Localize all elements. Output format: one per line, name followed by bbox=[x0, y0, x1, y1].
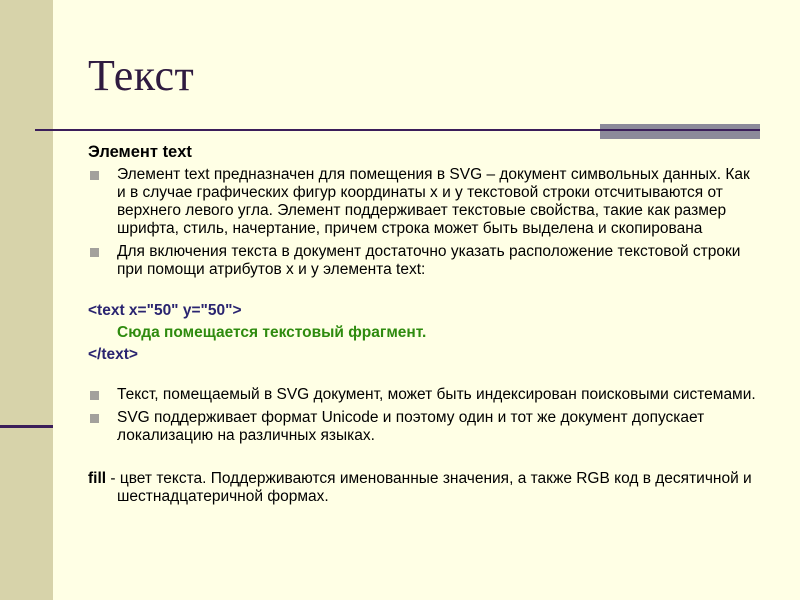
fill-text: - цвет текста. Поддерживаются именованные значения, а также RGB код в десятичной и шестнадцатеричной формах. bbox=[106, 470, 752, 505]
bullet-text: Для включения текста в документ достаточно указать расположение текстовой строки при помощи атрибутов x и y элемента text: bbox=[117, 243, 741, 278]
slide-body bbox=[88, 143, 758, 506]
slide-title: Текст bbox=[88, 51, 195, 100]
bullet-text: Текст, помещаемый в SVG документ, может быть индексирован поисковыми системами. bbox=[117, 386, 756, 403]
spacer bbox=[88, 368, 758, 386]
section-heading: Элемент text bbox=[88, 143, 192, 161]
title-divider bbox=[35, 129, 600, 131]
square-bullet-icon bbox=[90, 391, 99, 400]
bullet-item bbox=[88, 409, 758, 445]
bullet-item bbox=[88, 166, 758, 238]
left-decor-line bbox=[0, 425, 53, 428]
bullet-item bbox=[88, 386, 758, 404]
square-bullet-icon bbox=[90, 171, 99, 180]
code-content: Сюда помещается текстовый фрагмент. bbox=[117, 324, 427, 341]
spacer bbox=[88, 450, 758, 468]
fill-description bbox=[88, 470, 758, 506]
square-bullet-icon bbox=[90, 414, 99, 423]
bullet-item bbox=[88, 243, 758, 279]
bullet-text: Элемент text предназначен для помещения в SVG – документ символьных данных. Как и в случае графических фигур координаты x и y текстовой строки отсчитываются от верхнего левого угла. Элемент поддерживает текстовые свойства, такие как размер шрифта, стиль, начертание, причем строка может быть выделена и скопирована bbox=[117, 166, 750, 237]
left-decor-bar bbox=[0, 0, 53, 600]
code-close-tag: </text> bbox=[88, 346, 138, 363]
code-open-tag: <text x="50" y="50"> bbox=[88, 302, 242, 319]
bullet-text: SVG поддерживает формат Unicode и поэтому один и тот же документ допускает локализацию на различных языках. bbox=[117, 409, 705, 444]
divider-accent-line bbox=[600, 129, 760, 131]
square-bullet-icon bbox=[90, 248, 99, 257]
fill-term: fill bbox=[88, 470, 107, 487]
divider-accent-block bbox=[600, 124, 760, 139]
spacer bbox=[88, 284, 758, 302]
